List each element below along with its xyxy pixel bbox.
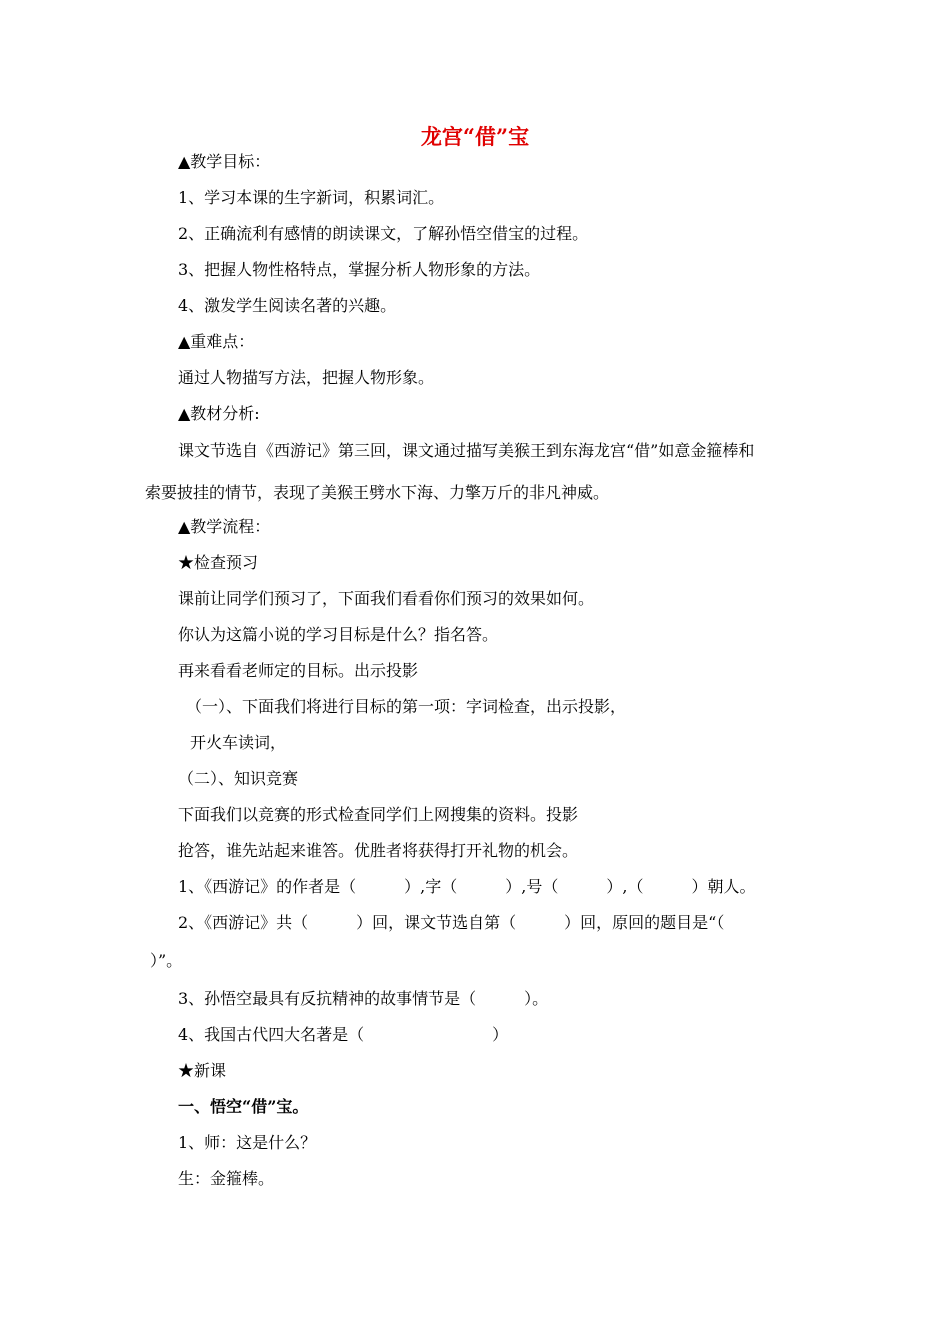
paragraph-line: 通过人物描写方法，把握人物形象。 — [178, 368, 435, 387]
subsection-heading-new-lesson: ★新课 — [178, 1061, 227, 1080]
section-heading-key-points: ▲重难点： — [178, 332, 255, 351]
paragraph-line: （一）、下面我们将进行目标的第一项：字词检查，出示投影， — [186, 697, 627, 716]
lesson-part-heading: 一、悟空“借”宝。 — [178, 1097, 309, 1116]
paragraph-line: 下面我们以竞赛的形式检查同学们上网搜集的资料。投影 — [178, 805, 579, 824]
objective-item: 3、把握人物性格特点，掌握分析人物形象的方法。 — [178, 260, 541, 279]
section-heading-objectives: ▲教学目标： — [178, 152, 271, 171]
paragraph-line: 抢答，谁先站起来谁答。优胜者将获得打开礼物的机会。 — [178, 841, 579, 860]
paragraph-line: 课前让同学们预习了，下面我们看看你们预习的效果如何。 — [178, 589, 595, 608]
section-heading-process: ▲教学流程： — [178, 517, 271, 536]
paragraph-line: （二）、知识竞赛 — [178, 769, 299, 788]
quiz-question: 1、《西游记》的作者是（ ）,字（ ）,号（ ）,（ ）朝人。 — [178, 877, 756, 896]
section-heading-analysis: ▲教材分析: — [178, 404, 260, 423]
dialogue-line: 生：金箍棒。 — [178, 1169, 275, 1188]
objective-item: 1、学习本课的生字新词，积累词汇。 — [178, 188, 445, 207]
objective-item: 4、激发学生阅读名著的兴趣。 — [178, 296, 397, 315]
paragraph-line: 开火车读词， — [190, 733, 287, 752]
paragraph-line: 索要披挂的情节，表现了美猴王劈水下海、力擎万斤的非凡神威。 — [145, 483, 610, 502]
subsection-heading-preview: ★检查预习 — [178, 553, 259, 572]
quiz-question-continuation: ）”。 — [150, 951, 183, 970]
quiz-question: 3、孙悟空最具有反抗精神的故事情节是（ ）。 — [178, 989, 549, 1008]
dialogue-line: 1、师：这是什么？ — [178, 1133, 317, 1152]
paragraph-line: 你认为这篇小说的学习目标是什么？指名答。 — [178, 625, 499, 644]
quiz-question: 2、《西游记》共（ ）回，课文节选自第（ ）回，原回的题目是“（ — [178, 913, 725, 932]
objective-item: 2、正确流利有感情的朗读课文，了解孙悟空借宝的过程。 — [178, 224, 589, 243]
paragraph-line: 课文节选自《西游记》第三回，课文通过描写美猴王到东海龙宫“借”如意金箍棒和 — [178, 441, 755, 460]
paragraph-line: 再来看看老师定的目标。出示投影 — [178, 661, 419, 680]
document-title: 龙宫“借”宝 — [420, 124, 530, 149]
quiz-question: 4、我国古代四大名著是（ ） — [178, 1025, 509, 1044]
